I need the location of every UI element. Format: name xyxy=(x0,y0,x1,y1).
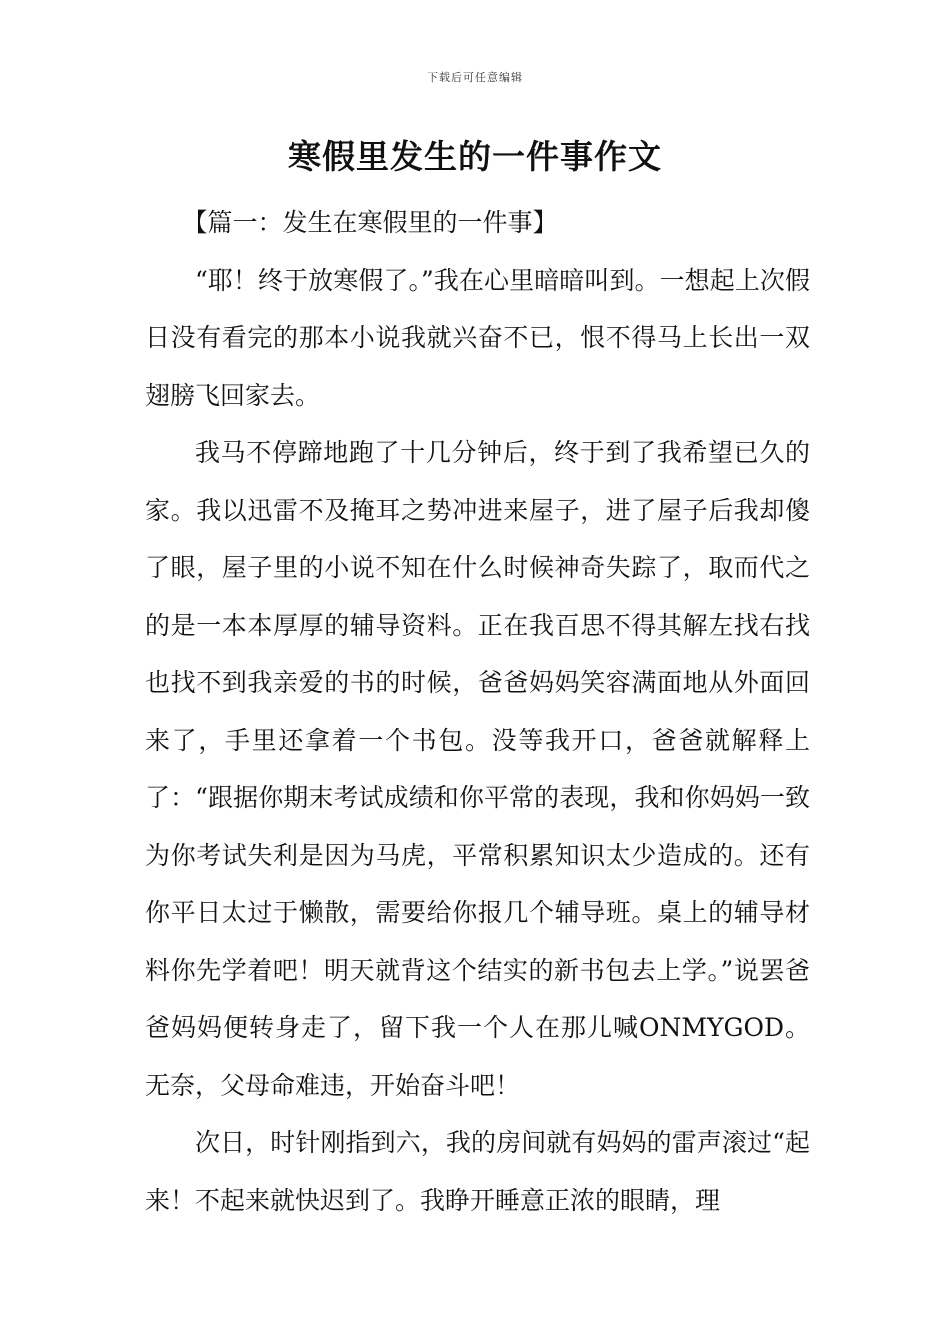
paragraph-1: “耶！终于放寒假了。”我在心里暗暗叫到。一想起上次假日没有看完的那本小说我就兴奋不已，恨不得马上长出一双翅膀飞回家去。 xyxy=(145,265,810,410)
document-title: 寒假里发生的一件事作文 xyxy=(288,137,662,176)
document-body xyxy=(145,194,810,1229)
section-heading: 【篇一：发生在寒假里的一件事】 xyxy=(182,208,558,237)
paragraph-3: 次日，时针刚指到六，我的房间就有妈妈的雷声滚过“起来！不起来就快迟到了。我睁开睡意正浓的眼睛，理 xyxy=(145,1128,810,1215)
paragraph-2: 我马不停蹄地跑了十几分钟后，终于到了我希望已久的家。我以迅雷不及掩耳之势冲进来屋子，进了屋子后我却傻了眼，屋子里的小说不知在什么时候神奇失踪了，取而代之的是一本本厚厚的辅导资料。正在我百思不得其解左找右找也找不到我亲爱的书的时候，爸爸妈妈笑容满面地从外面回来了，手里还拿着一个书包。没等我开口，爸爸就解释上了：“跟据你期末考试成绩和你平常的表现，我和你妈妈一致为你考试失利是因为马虎，平常积累知识太少造成的。还有你平日太过于懒散，需要给你报几个辅导班。桌上的辅导材料你先学着吧！明天就背这个结实的新书包去上学。”说罢爸爸妈妈便转身走了，留下我一个人在那儿喊ONMYGOD。无奈，父母命难违，开始奋斗吧！ xyxy=(145,438,810,1100)
header-note: 下载后可任意编辑 xyxy=(427,71,523,84)
